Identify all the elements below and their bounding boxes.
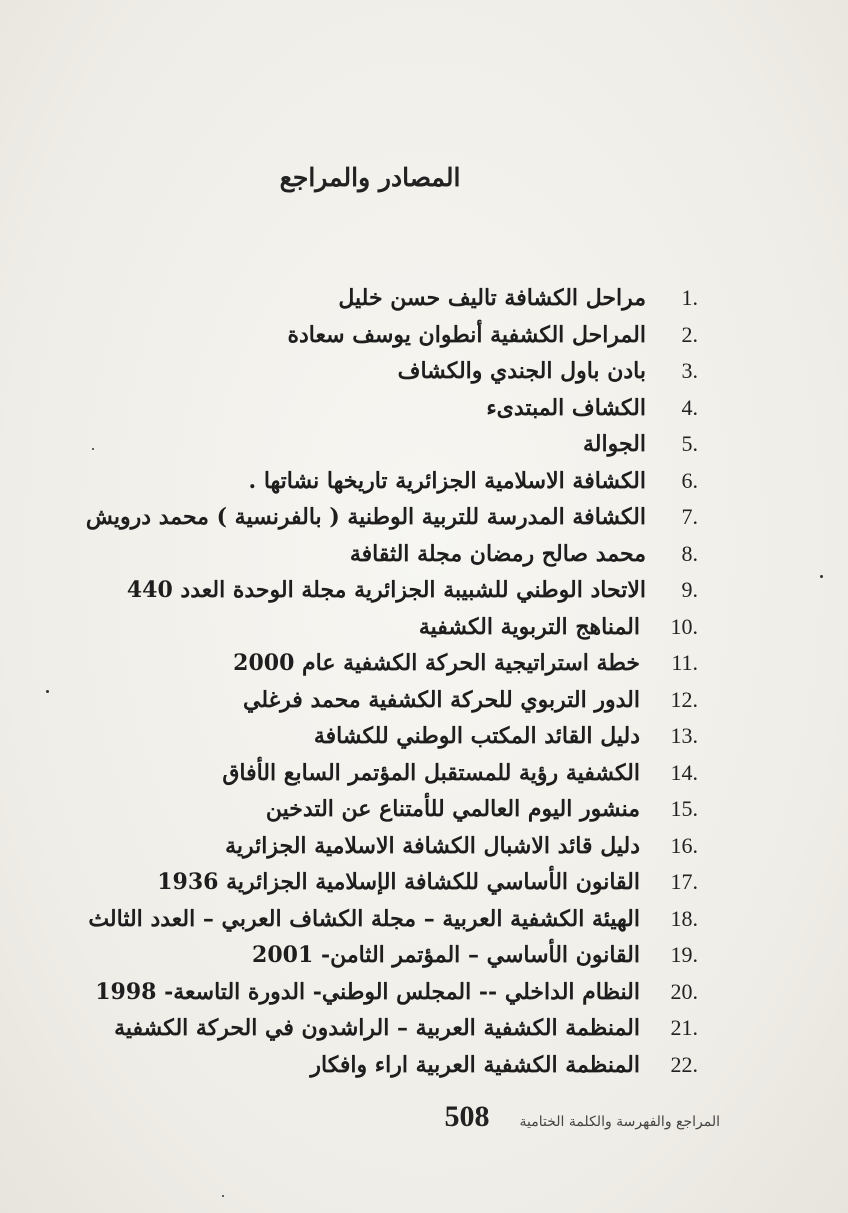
reference-number: .9 [681,577,698,602]
reference-text: محمد صالح رمضان مجلة الثقافة [349,540,646,567]
reference-item [98,828,698,865]
reference-text: القانون الأساسي – المؤتمر الثامن- 2001 [252,942,640,968]
reference-number: .7 [681,504,698,529]
reference-text: المنظمة الكشفية العربية اراء وافكار [310,1051,640,1078]
reference-text: دليل قائد الاشبال الكشافة الاسلامية الجزائرية [225,832,640,859]
reference-text: الجوالة [583,431,646,457]
reference-number: .2 [681,321,698,347]
reference-text: منشور اليوم العالمي للأمتناع عن التدخين [265,796,640,822]
reference-item [98,463,698,500]
reference-text: الهيئة الكشفية العربية – مجلة الكشاف العربي – العدد الثالث [88,905,640,932]
reference-item [98,1010,698,1047]
reference-item [98,353,698,390]
reference-text: الكشافة الاسلامية الجزائرية تاريخها نشاتها . [248,467,646,494]
reference-item [98,317,698,354]
reference-item [88,901,698,938]
reference-item [98,280,698,317]
reference-text: الاتحاد الوطني للشبيبة الجزائرية مجلة الوحدة العدد 440 [126,577,646,603]
reference-item [95,974,698,1011]
reference-number: .6 [681,467,698,493]
reference-item [98,426,698,463]
reference-item [98,1047,698,1084]
reference-item [98,718,698,755]
reference-item [98,390,698,427]
reference-number: .5 [681,431,698,456]
reference-text: دليل القائد المكتب الوطني للكشافة [313,723,640,749]
reference-number: .22 [670,1051,698,1077]
reference-item [98,682,698,719]
page-number: 508 [444,1100,490,1133]
reference-text: مراحل الكشافة تاليف حسن خليل [338,285,646,311]
reference-text: بادن باول الجندي والكشاف [397,358,646,384]
reference-number: .15 [670,796,698,821]
reference-number: .18 [670,905,698,931]
reference-number: .1 [681,285,698,310]
reference-item [85,499,698,536]
reference-number: .20 [670,978,698,1004]
reference-item [98,609,698,646]
reference-number: .12 [670,686,698,712]
page-footer [340,1100,720,1140]
reference-item [98,791,698,828]
reference-list [85,280,698,1083]
reference-number: .3 [681,358,698,383]
reference-text: المراحل الكشفية أنطوان يوسف سعادة [287,321,646,348]
reference-number: .4 [681,394,698,420]
reference-item [98,755,698,792]
reference-number: .8 [681,540,698,566]
reference-text: النظام الداخلي -- المجلس الوطني- الدورة التاسعة- 1998 [95,978,640,1005]
reference-item [98,572,698,609]
reference-text: المناهج التربوية الكشفية [418,613,640,640]
scan-speck [92,448,94,450]
reference-text: الكشاف المبتدىء [486,394,646,421]
reference-text: خطة استراتيجية الحركة الكشفية عام 2000 [233,650,640,676]
reference-text: الدور التربوي للحركة الكشفية محمد فرغلي [243,686,640,713]
reference-number: .16 [670,832,698,858]
reference-item [98,864,698,901]
reference-number: .19 [670,942,698,967]
scan-speck [820,575,823,578]
reference-text: الكشافة المدرسة للتربية الوطنية ( بالفرنسية ) محمد درويش [85,504,646,530]
reference-item [98,645,698,682]
reference-number: .11 [671,650,698,675]
reference-number: .13 [670,723,698,748]
running-head: المراجع والفهرسة والكلمة الختامية [519,1114,720,1130]
reference-text: المنظمة الكشفية العربية – الراشدون في الحركة الكشفية [114,1015,640,1041]
reference-text: الكشفية رؤية للمستقبل المؤتمر السابع الأفاق [222,759,640,786]
reference-item [98,937,698,974]
reference-number: .10 [670,613,698,639]
page-title: المصادر والمراجع [279,163,461,192]
reference-number: .14 [670,759,698,785]
scan-speck [46,690,49,693]
reference-number: .21 [670,1015,698,1040]
reference-number: .17 [670,869,698,894]
scan-speck [222,1195,224,1197]
reference-item [98,536,698,573]
reference-text: القانون الأساسي للكشافة الإسلامية الجزائرية 1936 [157,869,640,895]
